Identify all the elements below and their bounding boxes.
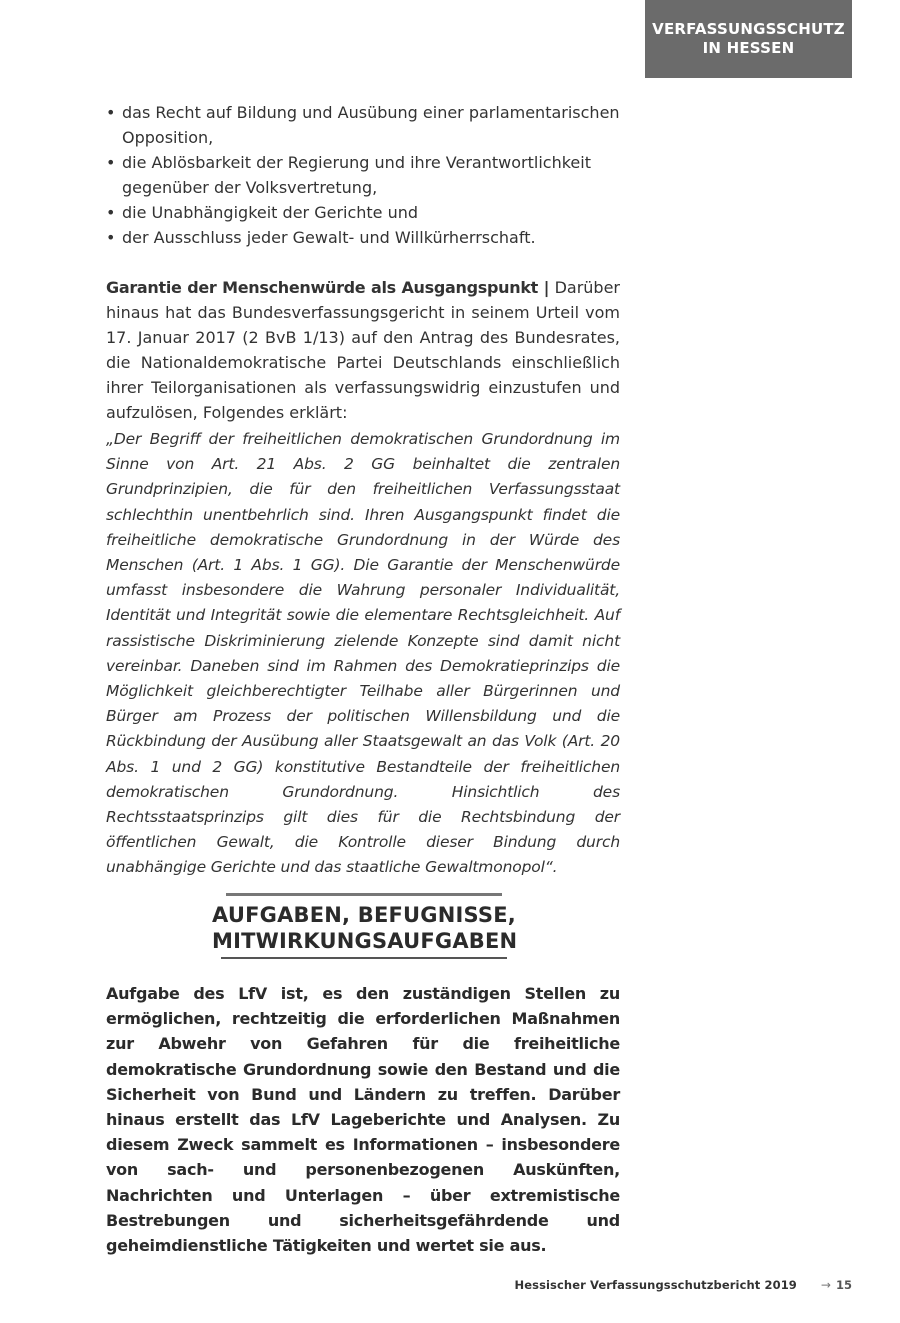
aufgaben-paragraph: Aufgabe des LfV ist, es den zuständigen Stellen zu ermöglichen, rechtzeitig die erforderlichen Maßnahmen zur Abwehr von Gefahren für die freiheitliche demokratische Grundordnung sowie den Bestand und die Sicherheit von Bund und Ländern zu treffen. Darüber hinaus erstellt das LfV Lageberichte und Analysen. Zu diesem Zweck sammelt es Informationen – insbesondere von sach- und personenbezogenen Auskünften, Nachrichten und Unterlagen – über extremistische Bestrebungen und sicherheitsgefährdende und geheimdienstliche Tätigkeiten und wertet sie aus. xyxy=(106,984,620,1256)
arrow-right-icon: → xyxy=(820,1278,831,1292)
court-quote: „Der Begriff der freiheitlichen demokratischen Grundordnung im Sinne von Art. 21 Abs. 2 GG beinhaltet die zentralen Grundprinzipien, die für den freiheitlichen Verfassungsstaat schlechthin unentbehrlich sind. Ihren Ausgangspunkt findet die freiheitliche demokratische Grundordnung in der Würde des Menschen (Art. 1 Abs. 1 GG). Die Garantie der Menschenwürde umfasst insbesondere die Wahrung personaler Individualität, Identität und Integrität sowie die elementare Rechtsgleichheit. Auf rassistische Diskriminierung zielende Konzepte sind damit nicht vereinbar. Daneben sind im Rahmen des Demokratieprinzips die Möglichkeit gleichberechtigter Teilhabe aller Bürgerinnen und Bürger am Prozess der politischen Willensbildung und die Rückbindung der Ausübung aller Staatsgewalt an das Volk (Art. 20 Abs. 1 und 2 GG) konstitutive Bestandteile der freiheitlichen demokratischen Grundordnung. Hinsichtlich des Rechtsstaatsprinzips gilt dies für die Rechtsbindung der öffentlichen Gewalt, die Kontrolle dieser Bindung durch unabhängige Gerichte und das staatliche Gewaltmonopol“. xyxy=(106,430,620,877)
section-tab xyxy=(645,0,852,78)
section-tab-line2: IN HESSEN xyxy=(702,39,795,57)
list-item: • die Unabhängigkeit der Gerichte und xyxy=(106,200,620,225)
heading-rule-top xyxy=(226,893,502,896)
section-heading xyxy=(212,893,516,959)
list-item: • die Ablösbarkeit der Regierung und ihre Verantwortlichkeit gegenüber der Volksvertretung, xyxy=(106,150,620,200)
report-title: Hessischer Verfassungsschutzbericht 2019 xyxy=(514,1278,797,1292)
menschenwuerde-paragraph xyxy=(106,275,620,425)
paragraph-lead: Garantie der Menschenwürde als Ausgangspunkt | xyxy=(106,278,550,297)
page-number: 15 xyxy=(835,1278,852,1292)
bullet-list xyxy=(106,100,620,250)
list-item: • der Ausschluss jeder Gewalt- und Willkürherrschaft. xyxy=(106,225,620,250)
heading-line1: AUFGABEN, BEFUGNISSE, xyxy=(212,903,516,927)
page-footer xyxy=(515,1278,853,1292)
list-item: • das Recht auf Bildung und Ausübung einer parlamentarischen Opposition, xyxy=(106,100,620,150)
heading-line2: MITWIRKUNGSAUFGABEN xyxy=(212,929,518,953)
section-tab-line1: VERFASSUNGSSCHUTZ xyxy=(652,20,845,38)
paragraph-text: Darüber hinaus hat das Bundesverfassungsgericht in seinem Urteil vom 17. Januar 2017 (2 BvB 1/13) auf den Antrag des Bundesrates, die Nationaldemokratische Partei Deutschlands einschließlich ihrer Teilorganisationen als verfassungswidrig einzustufen und aufzulösen, Folgendes erklärt: xyxy=(106,278,620,422)
heading-rule-bottom xyxy=(221,957,507,959)
